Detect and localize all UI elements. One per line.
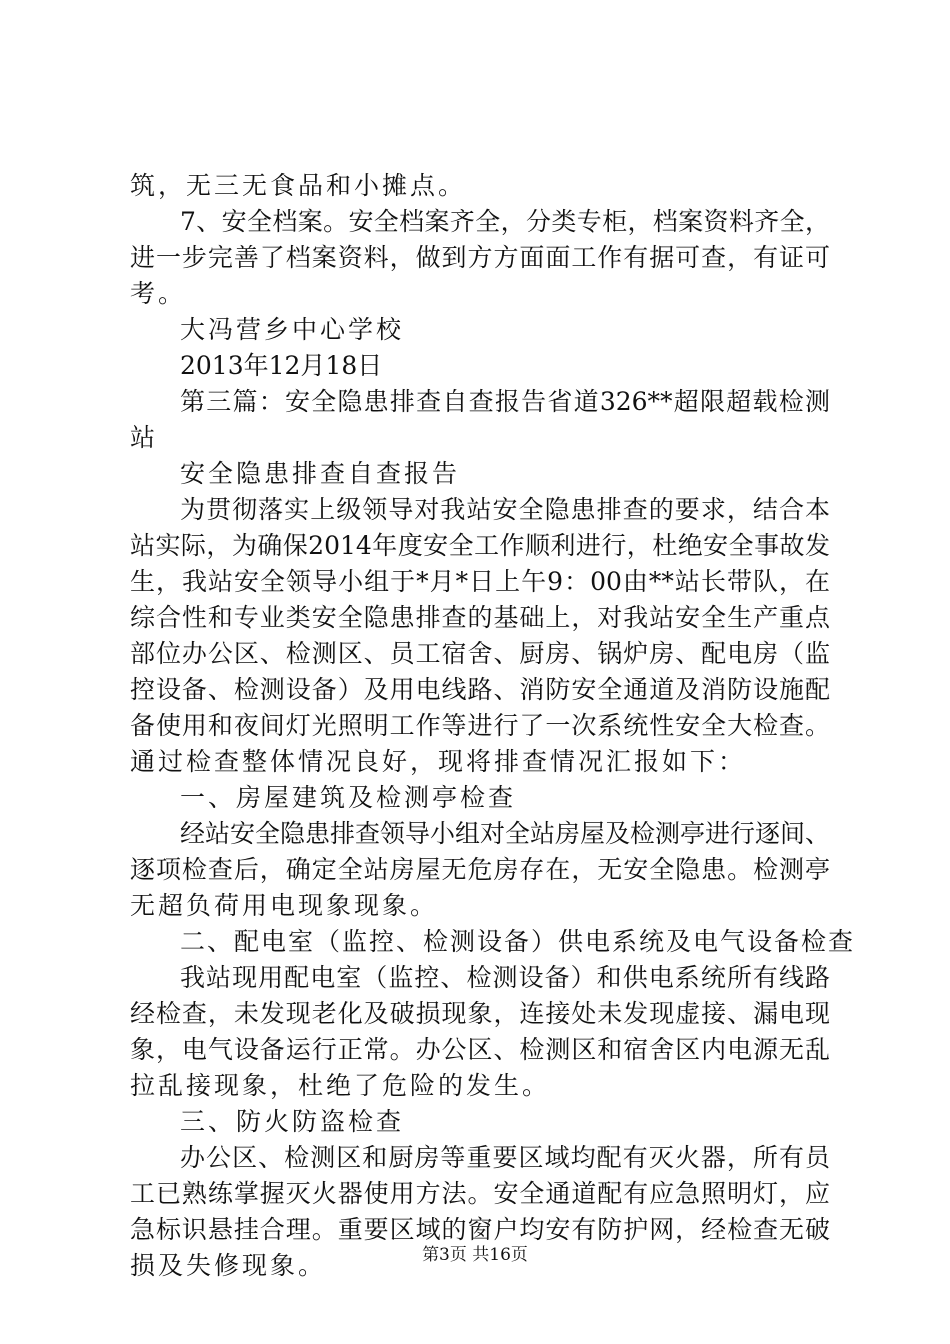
- text-line: 筑，无三无食品和小摊点。: [130, 171, 467, 200]
- text-line: 办公区、检测区和厨房等重要区域均配有灭火器，所有员: [180, 1143, 830, 1172]
- text-line: 工已熟练掌握灭火器使用方法。安全通道配有应急照明灯，应: [130, 1179, 830, 1208]
- text-line: 站实际，为确保2014年度安全工作顺利进行，杜绝安全事故发: [130, 531, 830, 560]
- text-line: 考。: [130, 279, 187, 308]
- text-line: 综合性和专业类安全隐患排查的基础上，对我站安全生产重点: [130, 603, 830, 632]
- section-title: 安全隐患排查自查报告: [180, 459, 461, 488]
- text-line: 急标识悬挂合理。重要区域的窗户均安有防护网，经检查无破: [130, 1215, 830, 1244]
- text-line: 通过检查整体情况良好，现将排查情况汇报如下：: [130, 747, 747, 776]
- text-line: 部位办公区、检测区、员工宿舍、厨房、锅炉房、配电房（监: [130, 639, 830, 668]
- section-heading: 一、房屋建筑及检测亭检查: [180, 783, 517, 812]
- page-number: 第3页 共16页: [422, 1245, 528, 1265]
- text-line: 7、安全档案。安全档案齐全，分类专柜，档案资料齐全，: [180, 207, 830, 236]
- text-line: 为贯彻落实上级领导对我站安全隐患排查的要求，结合本: [180, 495, 830, 524]
- text-line: 损及失修现象。: [130, 1251, 327, 1280]
- section-heading: 二、配电室（监控、检测设备）供电系统及电气设备检查: [180, 927, 856, 956]
- text-line: 备使用和夜间灯光照明工作等进行了一次系统性安全大检查。: [130, 711, 830, 740]
- text-line: 逐项检查后，确定全站房屋无危房存在，无安全隐患。检测亭: [130, 855, 830, 884]
- section-heading: 三、防火防盗检查: [180, 1107, 405, 1136]
- text-line: 站: [130, 423, 159, 452]
- text-line: 控设备、检测设备）及用电线路、消防安全通道及消防设施配: [130, 675, 830, 704]
- text-line: 进一步完善了档案资料，做到方方面面工作有据可查，有证可: [130, 243, 830, 272]
- text-line: 拉乱接现象，杜绝了危险的发生。: [130, 1071, 551, 1100]
- text-line: 经检查，未发现老化及破损现象，连接处未发现虚接、漏电现: [130, 999, 830, 1028]
- text-line: 第三篇：安全隐患排查自查报告省道326**超限超载检测: [180, 387, 830, 416]
- text-line: 2013年12月18日: [180, 351, 383, 380]
- text-line: 我站现用配电室（监控、检测设备）和供电系统所有线路: [180, 963, 830, 992]
- text-line: 大冯营乡中心学校: [180, 315, 405, 344]
- text-line: 象，电气设备运行正常。办公区、检测区和宿舍区内电源无乱: [130, 1035, 830, 1064]
- text-line: 无超负荷用电现象现象。: [130, 891, 439, 920]
- text-line: 生，我站安全领导小组于*月*日上午9：00由**站长带队，在: [130, 567, 830, 596]
- text-line: 经站安全隐患排查领导小组对全站房屋及检测亭进行逐间、: [180, 819, 831, 848]
